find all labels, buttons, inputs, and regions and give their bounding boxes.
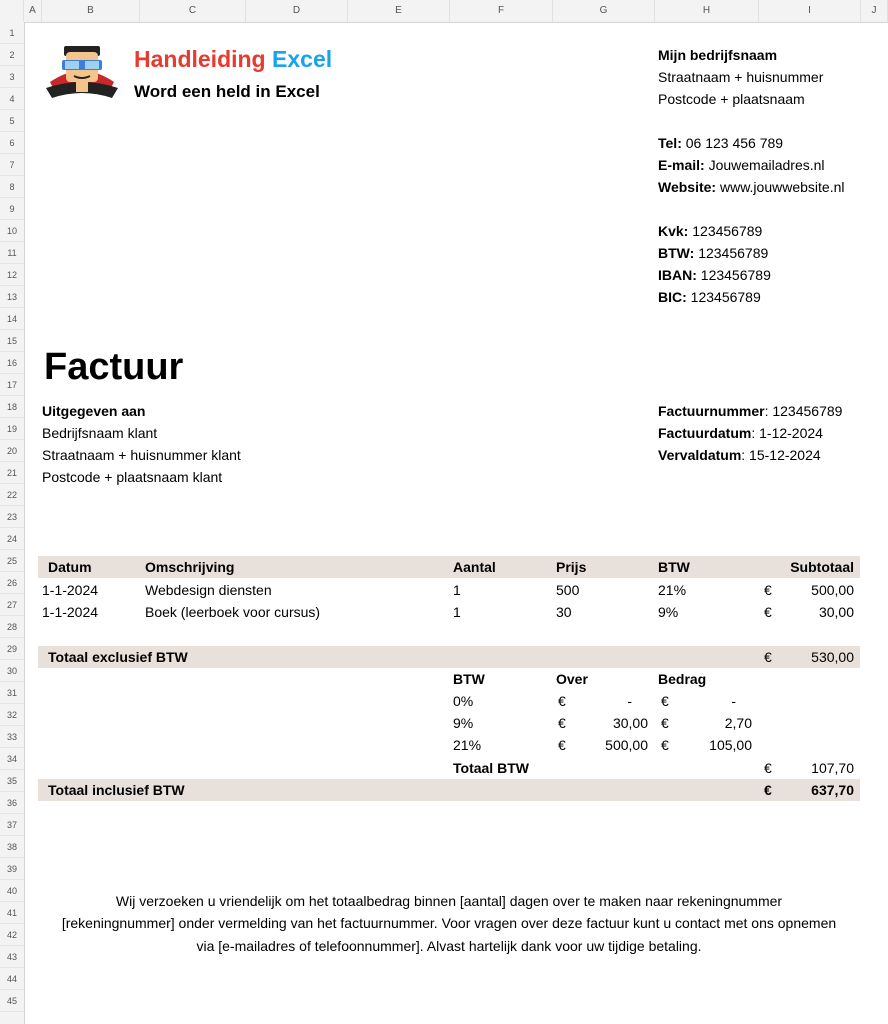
row-header-bar	[0, 22, 25, 1024]
col-prijs: Prijs	[556, 559, 587, 575]
row-header[interactable]: 26	[0, 572, 24, 594]
company-name: Mijn bedrijfsnaam	[658, 47, 778, 63]
vat-col-btw: BTW	[453, 671, 485, 687]
vat-total-currency: €	[764, 760, 772, 776]
col-subtotaal: Subtotaal	[790, 559, 854, 575]
vat-over-currency: €	[558, 715, 566, 731]
row-header[interactable]: 12	[0, 264, 24, 286]
email-label: E-mail:	[658, 157, 705, 173]
company-iban	[658, 264, 771, 286]
row-header[interactable]: 29	[0, 638, 24, 660]
vat-bedrag-value: 2,70	[724, 715, 752, 731]
row-header[interactable]: 43	[0, 946, 24, 968]
row-header[interactable]: 31	[0, 682, 24, 704]
kvk-value: 123456789	[692, 223, 763, 239]
row-header[interactable]: 25	[0, 550, 24, 572]
column-header-j[interactable]: J	[861, 0, 888, 22]
column-header-i[interactable]: I	[759, 0, 861, 22]
row-header[interactable]: 19	[0, 418, 24, 440]
row-datum: 1-1-2024	[42, 582, 99, 598]
row-header[interactable]: 45	[0, 990, 24, 1012]
tel-label: Tel:	[658, 135, 682, 151]
company-btw	[658, 242, 768, 264]
row-header[interactable]: 36	[0, 792, 24, 814]
col-btw: BTW	[658, 559, 690, 575]
column-header-b[interactable]: B	[42, 0, 140, 22]
invoice-due	[658, 444, 821, 466]
invoice-due-value: : 15-12-2024	[741, 447, 821, 463]
row-prijs: 30	[556, 604, 572, 620]
vat-over-value: 500,00	[605, 737, 648, 753]
row-header[interactable]: 5	[0, 110, 24, 132]
row-header[interactable]: 15	[0, 330, 24, 352]
row-header[interactable]: 33	[0, 726, 24, 748]
logo-title	[134, 46, 332, 73]
row-header[interactable]: 8	[0, 176, 24, 198]
company-kvk	[658, 220, 762, 242]
company-email	[658, 154, 825, 176]
payment-note	[38, 890, 860, 957]
vat-over-value: 30,00	[612, 715, 648, 731]
issued-to-label: Uitgegeven aan	[42, 403, 146, 419]
invoice-number	[658, 400, 842, 422]
logo-subtitle: Word een held in Excel	[134, 82, 320, 101]
col-omschrijving: Omschrijving	[145, 559, 235, 575]
column-header-e[interactable]: E	[348, 0, 450, 22]
row-header[interactable]: 22	[0, 484, 24, 506]
logo-title-blue: Excel	[272, 46, 333, 72]
row-header[interactable]: 21	[0, 462, 24, 484]
row-header[interactable]: 38	[0, 836, 24, 858]
invoice-title: Factuur	[44, 346, 184, 388]
kvk-label: Kvk:	[658, 223, 689, 239]
invoice-due-label: Vervaldatum	[658, 447, 742, 463]
row-header[interactable]: 7	[0, 154, 24, 176]
row-header[interactable]: 17	[0, 374, 24, 396]
row-header[interactable]: 11	[0, 242, 24, 264]
row-header[interactable]: 13	[0, 286, 24, 308]
vat-rate: 0%	[453, 693, 474, 709]
column-header-c[interactable]: C	[140, 0, 246, 22]
row-header[interactable]: 23	[0, 506, 24, 528]
row-currency: €	[764, 582, 772, 598]
column-header-f[interactable]: F	[450, 0, 553, 22]
row-datum: 1-1-2024	[42, 604, 99, 620]
vat-rate: 9%	[453, 715, 474, 731]
vat-bedrag-value: -	[731, 693, 736, 709]
payment-note-line: Wij verzoeken u vriendelijk om het totaalbedrag binnen [aantal] dagen over te maken naar rekeningnummer	[115, 893, 783, 909]
email-value: Jouwemailadres.nl	[708, 157, 825, 173]
row-header[interactable]: 35	[0, 770, 24, 792]
vat-over-value: -	[627, 693, 632, 709]
btw-label: BTW:	[658, 245, 695, 261]
column-header-bar	[0, 0, 888, 23]
invoice-date-label: Factuurdatum	[658, 425, 752, 441]
iban-value: 123456789	[700, 267, 771, 283]
company-street: Straatnaam + huisnummer	[658, 69, 824, 85]
row-header[interactable]: 18	[0, 396, 24, 418]
vat-bedrag-currency: €	[661, 693, 669, 709]
logo	[42, 42, 122, 108]
company-website	[658, 176, 844, 198]
row-header[interactable]: 44	[0, 968, 24, 990]
incl-label: Totaal inclusief BTW	[48, 782, 185, 798]
row-header[interactable]: 6	[0, 132, 24, 154]
iban-label: IBAN:	[658, 267, 697, 283]
excl-value: 530,00	[811, 649, 854, 665]
row-btw: 21%	[658, 582, 687, 598]
company-bic	[658, 286, 761, 308]
incl-value: 637,70	[811, 782, 854, 798]
row-header[interactable]: 24	[0, 528, 24, 550]
vat-bedrag-currency: €	[661, 737, 669, 753]
row-header[interactable]: 34	[0, 748, 24, 770]
website-label: Website:	[658, 179, 717, 195]
row-subtotaal: 500,00	[811, 582, 854, 598]
invoice-date-value: : 1-12-2024	[751, 425, 823, 441]
column-header-d[interactable]: D	[246, 0, 348, 22]
website-value: www.jouwwebsite.nl	[719, 179, 845, 195]
row-omschrijving: Webdesign diensten	[145, 582, 272, 598]
client-city: Postcode + plaatsnaam klant	[42, 469, 223, 485]
row-aantal: 1	[453, 582, 461, 598]
excl-currency: €	[764, 649, 772, 665]
company-tel	[658, 132, 783, 154]
bic-label: BIC:	[658, 289, 687, 305]
vat-over-currency: €	[558, 693, 566, 709]
row-header[interactable]: 41	[0, 902, 24, 924]
row-header[interactable]: 14	[0, 308, 24, 330]
row-currency: €	[764, 604, 772, 620]
row-header[interactable]: 32	[0, 704, 24, 726]
row-header[interactable]: 9	[0, 198, 24, 220]
vat-total-label: Totaal BTW	[453, 760, 529, 776]
row-header[interactable]: 20	[0, 440, 24, 462]
company-city: Postcode + plaatsnaam	[658, 91, 805, 107]
vat-col-over: Over	[556, 671, 588, 687]
row-header[interactable]: 39	[0, 858, 24, 880]
row-header[interactable]: 16	[0, 352, 24, 374]
row-header[interactable]: 37	[0, 814, 24, 836]
column-header-g[interactable]: G	[553, 0, 655, 22]
client-name: Bedrijfsnaam klant	[42, 425, 158, 441]
invoice-date	[658, 422, 823, 444]
payment-note-line: via [e-mailadres of telefoonnummer]. Alvast hartelijk dank voor uw tijdige betaling.	[196, 937, 702, 954]
row-header[interactable]: 42	[0, 924, 24, 946]
select-all-corner[interactable]	[0, 0, 24, 22]
row-header[interactable]: 1	[0, 22, 24, 44]
tel-value: 06 123 456 789	[685, 135, 784, 151]
vat-col-bedrag: Bedrag	[658, 671, 707, 687]
row-header[interactable]: 2	[0, 44, 24, 66]
row-aantal: 1	[453, 604, 461, 620]
row-header[interactable]: 4	[0, 88, 24, 110]
btw-value: 123456789	[698, 245, 769, 261]
incl-currency: €	[764, 782, 772, 798]
bic-value: 123456789	[690, 289, 761, 305]
row-subtotaal: 30,00	[818, 604, 854, 620]
column-header-h[interactable]: H	[655, 0, 759, 22]
row-header[interactable]: 3	[0, 66, 24, 88]
row-header[interactable]: 40	[0, 880, 24, 902]
row-prijs: 500	[556, 582, 580, 598]
vat-total-value: 107,70	[811, 760, 854, 776]
vat-rate: 21%	[453, 737, 482, 753]
logo-title-red: Handleiding	[134, 46, 266, 72]
row-header[interactable]: 10	[0, 220, 24, 242]
vat-bedrag-value: 105,00	[709, 737, 752, 753]
vat-over-currency: €	[558, 737, 566, 753]
row-header[interactable]: 27	[0, 594, 24, 616]
row-omschrijving: Boek (leerboek voor cursus)	[145, 604, 321, 620]
row-header[interactable]: 28	[0, 616, 24, 638]
superhero-mascot-icon	[42, 42, 122, 108]
row-header[interactable]: 30	[0, 660, 24, 682]
vat-bedrag-currency: €	[661, 715, 669, 731]
payment-note-line: [rekeningnummer] onder vermelding van het factuurnummer. Voor vragen over deze factuur kunt u contact met ons opnemen	[61, 915, 837, 932]
col-aantal: Aantal	[453, 559, 496, 575]
client-street: Straatnaam + huisnummer klant	[42, 447, 241, 463]
column-header-a[interactable]: A	[24, 0, 42, 22]
row-btw: 9%	[658, 604, 679, 620]
invoice-number-value: : 123456789	[764, 403, 843, 419]
excl-label: Totaal exclusief BTW	[48, 649, 188, 665]
col-datum: Datum	[48, 559, 92, 575]
invoice-number-label: Factuurnummer	[658, 403, 765, 419]
